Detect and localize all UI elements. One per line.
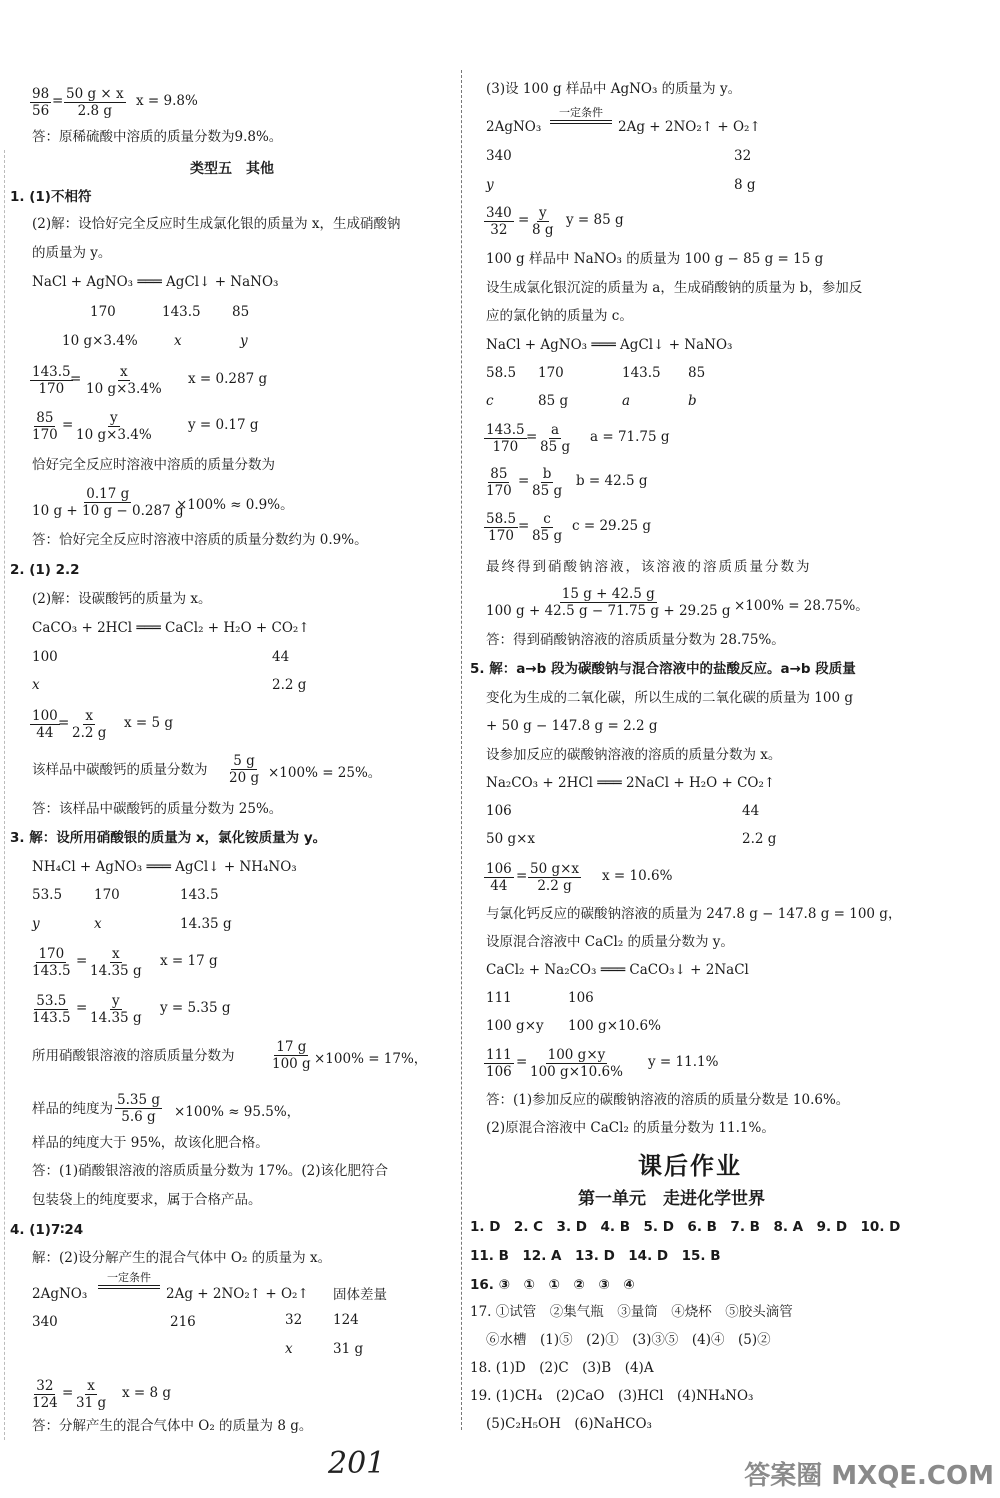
handwritten-page-number: 201 bbox=[328, 1446, 386, 1481]
answer-line: 17. ①试管 ②集气瓶 ③量筒 ④烧杯 ⑤胶头滴管 bbox=[470, 1304, 793, 1320]
fraction: $\frac{y}{14.35 g}$ bbox=[90, 993, 142, 1026]
section-title: 类型五 其他 bbox=[190, 161, 274, 177]
fraction: $\frac{143.5}{170}$ bbox=[486, 422, 525, 455]
fraction: $\frac{53.5}{143.5}$ bbox=[32, 993, 71, 1026]
fraction: $\frac{58.5}{170}$ bbox=[486, 511, 517, 544]
fraction: $\frac{y}{8 g}$ bbox=[532, 205, 554, 238]
fraction: $\frac{x}{14.35 g}$ bbox=[90, 946, 142, 979]
answer-line: 19. (1)CH₄ (2)CaO (3)HCl (4)NH₄NO₃ bbox=[470, 1388, 754, 1404]
answer-line: 11. B 12. A 13. D 14. D 15. B bbox=[470, 1248, 721, 1264]
reaction-condition: 一定条件 bbox=[550, 107, 612, 124]
answer-line: (5)C₂H₅OH (6)NaHCO₃ bbox=[486, 1416, 652, 1432]
left-edge-dashes bbox=[4, 150, 5, 1440]
fraction: $\frac{15 g + 42.5 g}{100 g + 42.5 g - 71.75 g + 29.25 g}$ bbox=[486, 586, 731, 619]
fraction: $\frac{100}{44}$ bbox=[32, 708, 58, 741]
fraction: $\frac{170}{143.5}$ bbox=[32, 946, 71, 979]
fraction: $\frac{y}{10 g\times 3.4\%}$ bbox=[76, 410, 152, 443]
answer-line: 1. D 2. C 3. D 4. B 5. D 6. B 7. B 8. A 9. D 10. D bbox=[470, 1219, 901, 1235]
answer-line: ⑥水槽 (1)⑤ (2)① (3)③⑤ (4)④ (5)② bbox=[486, 1332, 771, 1348]
fraction: $\frac{a}{85 g}$ bbox=[540, 422, 571, 455]
reaction-condition: 一定条件 bbox=[98, 1272, 160, 1289]
fraction: $\frac{c}{85 g}$ bbox=[532, 511, 563, 544]
fraction: $\frac{x}{2.2 g}$ bbox=[72, 708, 107, 741]
answer-line: 18. (1)D (2)C (3)B (4)A bbox=[470, 1360, 654, 1376]
fraction: $\frac{85}{170}$ bbox=[32, 410, 58, 443]
fraction: $\frac{85}{170}$ bbox=[486, 466, 512, 499]
fraction: $\frac{106}{44}$ bbox=[486, 861, 512, 894]
fraction: $\frac{98}{56}$ bbox=[32, 86, 50, 119]
fraction: $\frac{17 g}{100 g}$ bbox=[272, 1039, 311, 1072]
fraction: $\frac{0.17 g}{10 g + 10 g - 0.287 g}$ bbox=[32, 486, 184, 519]
fraction: $\frac{5 g}{20 g}$ bbox=[229, 753, 260, 786]
fraction: $\frac{111}{106}$ bbox=[486, 1047, 512, 1080]
homework-title: 课后作业 bbox=[638, 1152, 742, 1180]
fraction: $\frac{32}{124}$ bbox=[32, 1378, 58, 1411]
fraction: $\frac{x}{10 g\times 3.4\%}$ bbox=[86, 364, 162, 397]
fraction: $\frac{5.35 g}{5.6 g}$ bbox=[117, 1092, 160, 1125]
unit-title: 第一单元 走进化学世界 bbox=[578, 1189, 765, 1209]
answer-line: 16. ③ ① ① ② ③ ④ bbox=[470, 1277, 635, 1293]
column-divider bbox=[461, 70, 462, 1430]
fraction: $\frac{50 g \times x}{2.8 g}$ bbox=[66, 86, 124, 119]
fraction: $\frac{100 g\times y}{100 g\times 10.6\%}$ bbox=[530, 1047, 623, 1080]
fraction: $\frac{50 g\times x}{2.2 g}$ bbox=[530, 861, 580, 894]
fraction: $\frac{340}{32}$ bbox=[486, 205, 512, 238]
watermark-logo: 答案圈 MXQE.COM bbox=[744, 1461, 994, 1491]
fraction: $\frac{b}{85 g}$ bbox=[532, 466, 563, 499]
fraction: $\frac{143.5}{170}$ bbox=[32, 364, 71, 397]
fraction: $\frac{x}{31 g}$ bbox=[76, 1378, 107, 1411]
